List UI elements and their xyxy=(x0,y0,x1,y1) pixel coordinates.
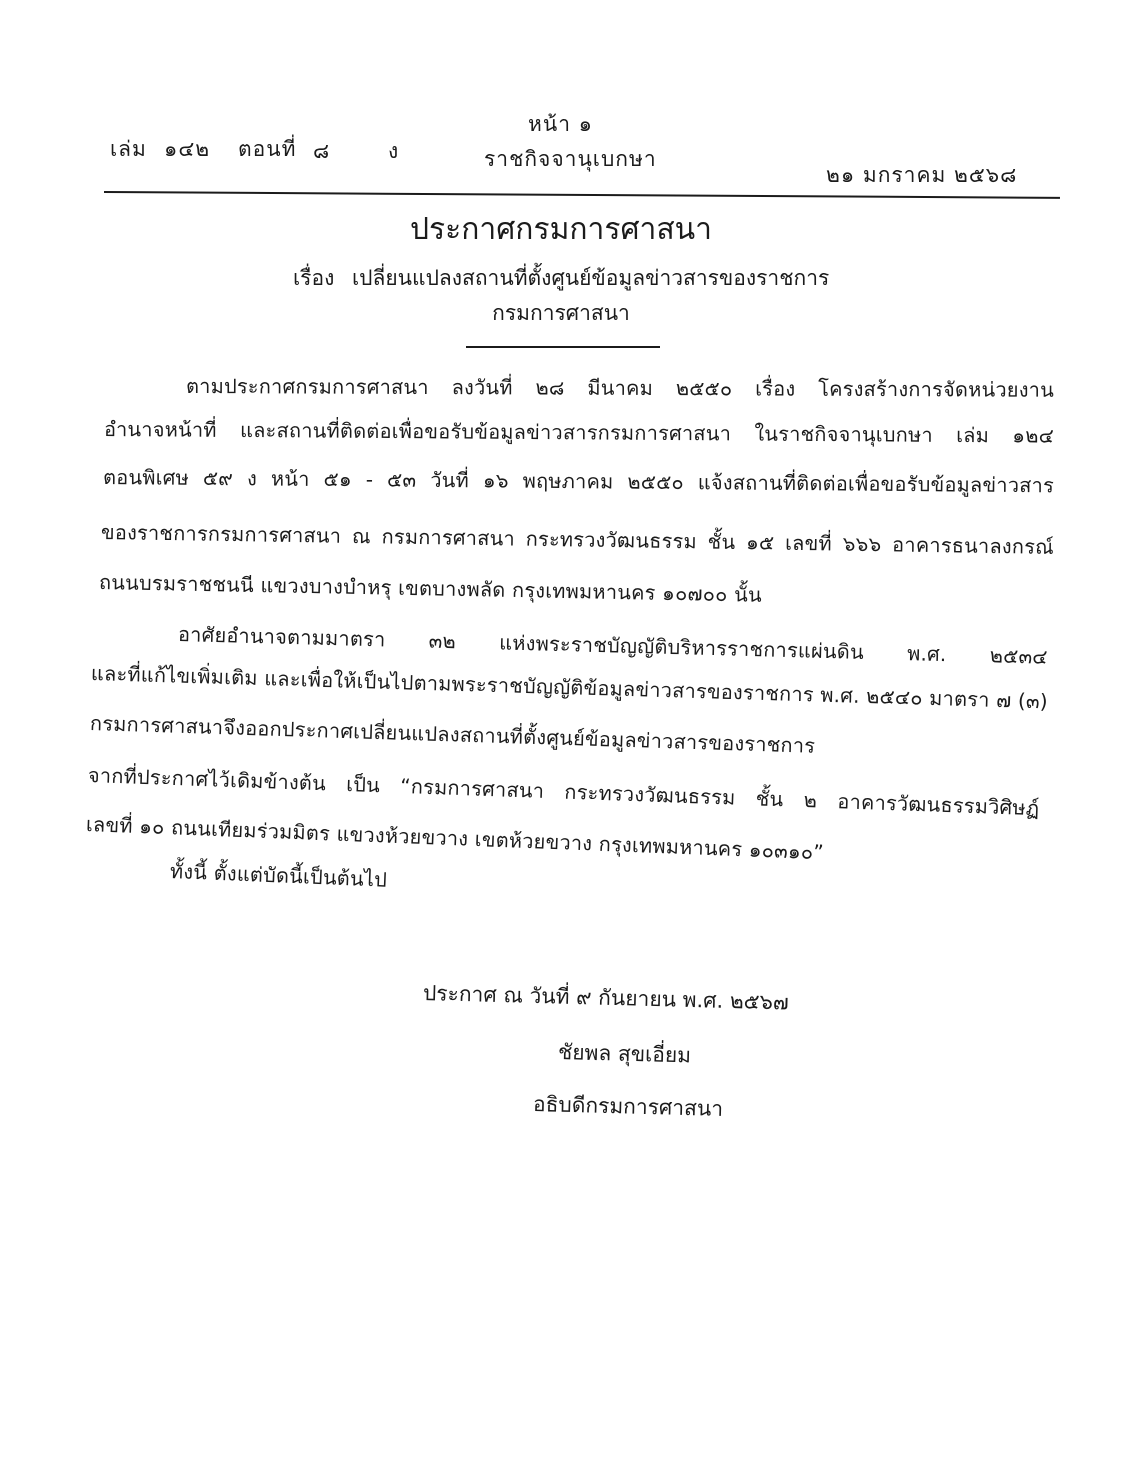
subject-label: เรื่อง xyxy=(293,266,335,290)
section-label: ตอนที่ xyxy=(238,137,297,161)
gazette-name: ราชกิจจานุเบกษา xyxy=(484,147,657,171)
volume-label: เล่ม xyxy=(110,137,147,161)
announcement-date: ประกาศ ณ วันที่ ๙ กันยายน พ.ศ. ๒๕๖๗ xyxy=(422,981,790,1015)
body-line: และที่แก้ไขเพิ่มเติม และเพื่อให้เป็นไปตามพระราชบัญญัติข้อมูลข่าวสารของราชการ พ.ศ. ๒๕๔๐ มาตรา ๗ (๓) xyxy=(90,661,1049,714)
gazette-date: ๒๑ มกราคม ๒๕๖๘ xyxy=(826,163,1018,187)
signatory-name: ชัยพล สุขเอี่ยม xyxy=(557,1040,692,1068)
signatory-position: อธิบดีกรมการศาสนา xyxy=(532,1092,724,1121)
page-number: หน้า ๑ xyxy=(528,112,593,136)
body-line: ทั้งนี้ ตั้งแต่บัดนี้เป็นต้นไป xyxy=(169,859,388,892)
document-title: ประกาศกรมการศาสนา xyxy=(409,212,713,247)
subject-line-1: เปลี่ยนแปลงสถานที่ตั้งศูนย์ข้อมูลข่าวสารของราชการ xyxy=(352,266,830,290)
title-divider xyxy=(466,346,660,348)
body-line: ถนนบรมราชชนนี แขวงบางบำหรุ เขตบางพลัด กรุงเทพมหานคร ๑๐๗๐๐ นั้น xyxy=(98,570,763,607)
subject-line-2: กรมการศาสนา xyxy=(492,301,630,325)
body-line: เลขที่ ๑๐ ถนนเทียมร่วมมิตร แขวงห้วยขวาง เขตห้วยขวาง กรุงเทพมหานคร ๑๐๓๑๐” xyxy=(85,812,825,865)
body-line: ตามประกาศกรมการศาสนา ลงวันที่ ๒๘ มีนาคม ๒๕๕๐ เรื่อง โครงสร้างการจัดหน่วยงาน xyxy=(185,374,1055,402)
body-line: อาศัยอำนาจตามมาตรา ๓๒ แห่งพระราชบัญญัติบริหารราชการแผ่นดิน พ.ศ. ๒๕๓๔ xyxy=(177,622,1049,669)
volume-number: ๑๔๒ xyxy=(164,137,211,161)
section-type: ง xyxy=(388,139,400,163)
body-line: อำนาจหน้าที่ และสถานที่ติดต่อเพื่อขอรับข้อมูลข่าวสารกรมการศาสนา ในราชกิจจานุเบกษา เล่ม ๑๒๔ xyxy=(103,417,1055,448)
body-line: จากที่ประกาศไว้เดิมข้างต้น เป็น “กรมการศาสนา กระทรวงวัฒนธรรม ชั้น ๒ อาคารวัฒนธรรมวิศิษฏ์ xyxy=(87,763,1040,821)
body-line: ตอนพิเศษ ๕๙ ง หน้า ๕๑ - ๕๓ วันที่ ๑๖ พฤษภาคม ๒๕๕๐ แจ้งสถานที่ติดต่อเพื่อขอรับข้อมูลข่าวสาร xyxy=(102,465,1055,498)
header-rule xyxy=(104,191,1060,199)
body-line: กรมการศาสนาจึงออกประกาศเปลี่ยนแปลงสถานที่ตั้งศูนย์ข้อมูลข่าวสารของราชการ xyxy=(89,711,816,758)
body-line: ของราชการกรมการศาสนา ณ กรมการศาสนา กระทรวงวัฒนธรรม ชั้น ๑๕ เลขที่ ๖๖๖ อาคารธนาลงกรณ์ xyxy=(100,520,1055,559)
section-number: ๘ xyxy=(313,139,331,163)
